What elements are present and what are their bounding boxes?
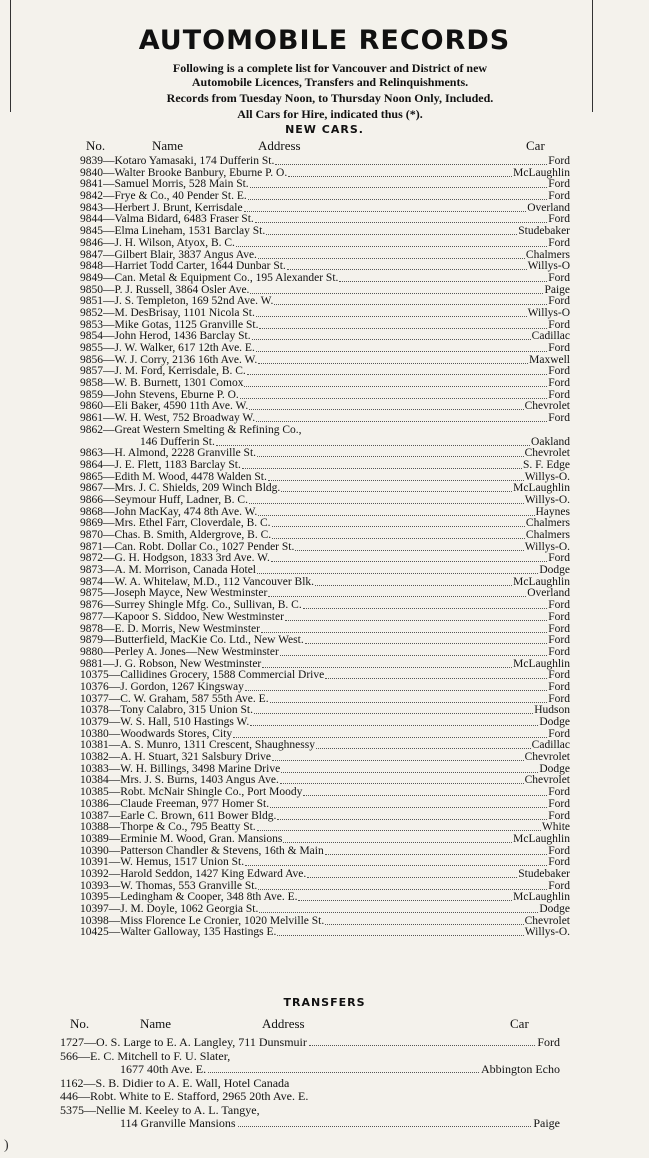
dot-leader: [256, 413, 547, 422]
entry-text: 9868—John MacKay, 474 8th Ave. W.: [80, 505, 258, 518]
transfers-column-header-name: Name: [140, 1016, 172, 1031]
car-make: McLaughlin: [513, 891, 570, 904]
car-make: Hudson: [534, 704, 570, 717]
dot-leader: [277, 811, 547, 820]
entry-text: 9848—Harriet Todd Carter, 1644 Dunbar St.: [80, 260, 286, 273]
entry-text: 10389—Erminie M. Wood, Gran. Mansions: [80, 832, 283, 845]
car-make: Cadillac: [531, 739, 570, 752]
entry-text: 10391—W. Hemus, 1517 Union St.: [80, 856, 245, 869]
entry-text: 9842—Frye & Co., 40 Pender St. E.: [80, 190, 247, 203]
entry-text: 5375—Nellie M. Keeley to A. L. Tangye,: [60, 1102, 260, 1117]
entry-text: 9854—John Herod, 1436 Barclay St.: [80, 330, 251, 343]
car-make: White: [541, 821, 570, 834]
entry-text: 10397—J. M. Doyle, 1062 Georgia St.: [80, 903, 259, 915]
car-make: Ford: [537, 1035, 560, 1049]
dot-leader: [339, 273, 547, 282]
page-title: AUTOMOBILE RECORDS: [138, 25, 511, 56]
new-car-entry: [80, 156, 570, 168]
transfers-heading: TRANSFERS: [283, 996, 366, 1009]
entry-text: 1727—O. S. Large to E. A. Langley, 711 Dunsmuir: [60, 1035, 307, 1049]
entry-text: 9846—J. H. Wilson, Atyox, B. C.: [80, 236, 235, 249]
entry-text: 9865—Edith M. Wood, 4478 Walden St.: [80, 470, 267, 483]
car-make: Ford: [548, 342, 570, 354]
new-car-entry: [80, 904, 570, 916]
dot-leader: [272, 518, 525, 527]
entry-text: 10388—Thorpe & Co., 795 Beatty St.: [80, 821, 256, 834]
dot-leader: [281, 483, 512, 492]
car-make: Abbington Echo: [481, 1062, 560, 1076]
dot-leader: [256, 308, 527, 317]
dot-leader: [232, 1050, 558, 1059]
dot-leader: [262, 1104, 558, 1113]
entry-text: 10377—C. W. Graham, 587 55th Ave. E.: [80, 692, 269, 705]
entry-text: 9867—Mrs. J. C. Shields, 209 Winch Bldg.: [80, 482, 281, 495]
entry-text: 9881—J. G. Robson, New Westminster: [80, 657, 262, 670]
car-make: Chalmers: [525, 248, 570, 261]
dot-leader: [250, 179, 548, 188]
column-header-no: No.: [86, 138, 106, 153]
entry-text: 9857—J. M. Ford, Kerrisdale, B. C.: [80, 365, 246, 378]
new-car-entry: [80, 834, 570, 846]
entry-text: 9860—Eli Baker, 4590 11th Ave. W.: [80, 400, 249, 413]
dot-leader: [283, 834, 512, 843]
entry-text: 9851—J. S. Templeton, 169 52nd Ave. W.: [80, 295, 274, 308]
entry-text: 10392—Harold Seddon, 1427 King Edward Ave.: [80, 867, 307, 880]
entry-text: 9873—A. M. Morrison, Canada Hotel: [80, 564, 256, 577]
car-make: McLaughlin: [513, 657, 570, 670]
dot-leader: [259, 320, 547, 329]
dot-leader: [242, 460, 522, 469]
car-make: Ford: [548, 377, 570, 390]
dot-leader: [236, 238, 547, 247]
new-cars-heading: NEW CARS.: [285, 123, 364, 136]
entry-text: 9869—Mrs. Ethel Farr, Cloverdale, B. C.: [80, 517, 271, 530]
car-make: Oakland: [531, 435, 570, 448]
dot-leader: [309, 1036, 535, 1046]
dot-leader: [247, 366, 547, 375]
car-make: Haynes: [535, 505, 570, 518]
entry-text: 9879—Butterfield, MacKie Co. Ltd., New West.: [80, 634, 304, 647]
entry-text: 9844—Valma Bidard, 6483 Fraser St.: [80, 213, 254, 226]
car-make: Overland: [527, 587, 570, 600]
car-make: Ford: [548, 365, 570, 378]
dot-leader: [257, 565, 538, 574]
dot-leader: [257, 448, 524, 457]
car-make: Ford: [548, 155, 570, 167]
dot-leader: [325, 846, 548, 855]
column-header-car: Car: [526, 138, 545, 153]
car-make: Ford: [548, 271, 570, 284]
entry-text: 9859—John Stevens, Eburne P. O.: [80, 388, 239, 401]
dot-leader: [258, 355, 528, 364]
car-make: Ford: [548, 295, 570, 308]
new-car-entry: [80, 378, 570, 390]
car-make: Ford: [548, 786, 570, 799]
entry-text: 9870—Chas. B. Smith, Aldergrove, B. C.: [80, 529, 272, 541]
entry-text: 10378—Tony Calabro, 315 Union St.: [80, 704, 253, 717]
entry-text: 9853—Mike Gotas, 1125 Granville St.: [80, 318, 259, 331]
new-car-entry: [80, 238, 570, 250]
entry-text: 9862—Great Western Smelting & Refining Co.,: [80, 423, 302, 436]
car-make: Ford: [548, 388, 570, 401]
dot-leader: [277, 927, 523, 936]
dot-leader: [268, 472, 524, 481]
dot-leader: [216, 437, 530, 446]
transfer-entry: [60, 1104, 560, 1118]
dot-leader: [250, 717, 538, 726]
car-make: Ford: [548, 809, 570, 822]
entry-text: 9863—H. Almond, 2228 Granville St.: [80, 447, 257, 460]
car-make: Willys-O.: [524, 926, 570, 939]
dot-leader: [272, 530, 525, 539]
dot-leader: [244, 203, 527, 212]
dot-leader: [244, 378, 547, 387]
car-make: Cadillac: [531, 330, 570, 343]
car-make: Willys-O: [527, 260, 570, 273]
entry-text: 9855—J. W. Walker, 617 12th Ave. E.: [80, 342, 255, 354]
transfer-entry: [60, 1077, 560, 1091]
new-car-entry: [80, 273, 570, 285]
dot-leader: [275, 156, 547, 165]
entry-text: 10395—Ledingham & Cooper, 348 8th Ave. E.: [80, 891, 298, 904]
car-make: Ford: [548, 645, 570, 658]
dot-leader: [307, 869, 517, 878]
dot-leader: [248, 191, 548, 200]
dot-leader: [305, 635, 548, 644]
car-make: Ford: [548, 599, 570, 612]
dot-leader: [249, 401, 523, 410]
new-car-entry: [80, 717, 570, 729]
car-make: Ford: [548, 610, 570, 623]
entry-text: 446—Robt. White to E. Stafford, 2965 20th Ave. E.: [60, 1089, 309, 1103]
dot-leader: [303, 425, 570, 433]
transfer-entry: [60, 1117, 560, 1131]
dot-leader: [310, 1090, 558, 1099]
dot-leader: [325, 916, 523, 925]
transfers-column-header-car: Car: [510, 1016, 529, 1031]
entry-text: 9861—W. H. West, 752 Broadway W.: [80, 412, 256, 425]
dot-leader: [238, 1117, 532, 1127]
new-car-entry: [80, 565, 570, 577]
car-make: Dodge: [539, 564, 570, 577]
new-car-entry: [80, 191, 570, 203]
car-make: Ford: [548, 692, 570, 705]
transfer-entry: [60, 1090, 560, 1104]
dot-leader: [271, 553, 547, 562]
dot-leader: [245, 857, 547, 866]
new-car-entry: [80, 869, 570, 881]
car-make: Chalmers: [525, 517, 570, 530]
entry-text: 10382—A. H. Stuart, 321 Salsbury Drive: [80, 751, 272, 764]
entry-text: 10383—W. H. Billings, 3498 Marine Drive: [80, 762, 281, 775]
new-car-entry: [80, 425, 570, 437]
car-make: McLaughlin: [513, 832, 570, 845]
dot-leader: [287, 261, 527, 270]
entry-text: 9840—Walter Brooke Banbury, Eburne P. O.: [80, 166, 288, 179]
dot-leader: [258, 881, 547, 890]
intro-line-4: All Cars for Hire, indicated thus (*).: [237, 107, 423, 121]
entry-text: 9874—W. A. Whitelaw, M.D., 112 Vancouver Blk.: [80, 575, 315, 588]
car-make: Ford: [548, 634, 570, 647]
car-make: Paige: [544, 283, 570, 296]
dot-leader: [233, 729, 547, 738]
dot-leader: [208, 1063, 479, 1073]
car-make: Ford: [548, 213, 570, 226]
car-make: Chevrolet: [524, 774, 570, 787]
car-make: McLaughlin: [513, 166, 570, 179]
dot-leader: [303, 600, 548, 609]
car-make: Chevrolet: [524, 447, 570, 460]
entry-text: 9872—G. H. Hodgson, 1833 3rd Ave. W.: [80, 552, 270, 565]
dot-leader: [280, 775, 524, 784]
transfer-entry: [60, 1050, 560, 1064]
dot-leader: [291, 1077, 558, 1086]
car-make: Ford: [548, 680, 570, 693]
new-car-entry: [80, 799, 570, 811]
new-car-entry: [80, 343, 570, 355]
new-cars-list: [80, 156, 570, 939]
car-make: Ford: [548, 236, 570, 249]
new-car-entry: [80, 495, 570, 507]
car-make: Ford: [548, 856, 570, 869]
dot-leader: [261, 624, 547, 633]
intro-line-3: Records from Tuesday Noon, to Thursday Noon Only, Included.: [166, 91, 494, 105]
entry-text: 10393—W. Thomas, 553 Granville St.: [80, 879, 258, 892]
dot-leader: [280, 647, 547, 656]
entry-text: 9849—Can. Metal & Equipment Co., 195 Alexander St.: [80, 271, 339, 284]
dot-leader: [285, 612, 547, 621]
entry-text: 9875—Joseph Mayce, New Westminster: [80, 587, 268, 600]
entry-text: 9878—E. D. Morris, New Westminster: [80, 622, 260, 635]
entry-text: 9845—Elma Lineham, 1531 Barclay St.: [80, 225, 266, 238]
column-header-name: Name: [152, 138, 184, 153]
dot-leader: [240, 390, 548, 399]
car-make: McLaughlin: [513, 575, 570, 588]
transfers-list: [60, 1036, 560, 1131]
dot-leader: [303, 787, 547, 796]
new-car-entry: [80, 460, 570, 472]
dot-leader: [274, 296, 547, 305]
car-make: Dodge: [539, 762, 570, 775]
new-car-entry: [80, 612, 570, 624]
dot-leader: [268, 588, 526, 597]
new-car-entry: [80, 682, 570, 694]
car-make: Willys-O.: [524, 470, 570, 483]
intro-line-2: Automobile Licences, Transfers and Relinquishments.: [191, 75, 469, 89]
intro-line-1: Following is a complete list for Vancouver and District of new: [172, 61, 488, 75]
entry-text: 10390—Patterson Chandler & Stevens, 16th & Main: [80, 844, 324, 857]
entry-text: 9864—J. E. Flett, 1183 Barclay St.: [80, 458, 241, 471]
margin-mark: ): [4, 1138, 9, 1153]
new-car-entry: [80, 927, 570, 939]
dot-leader: [258, 507, 534, 516]
entry-text: 10380—Woodwards Stores, City: [80, 727, 233, 740]
dot-leader: [272, 752, 524, 761]
entry-text: 9847—Gilbert Blair, 3837 Angus Ave.: [80, 248, 257, 261]
car-make: Ford: [548, 622, 570, 635]
dot-leader: [245, 682, 547, 691]
entry-text: 9841—Samuel Morris, 528 Main St.: [80, 178, 249, 191]
dot-leader: [316, 740, 531, 749]
entry-text: 9877—Kapoor S. Siddoo, New Westminster: [80, 610, 284, 623]
dot-leader: [258, 250, 525, 259]
car-make: Chevrolet: [524, 914, 570, 927]
entry-text: 9856—W. J. Corry, 2136 16th Ave. W.: [80, 353, 258, 366]
new-car-entry: [80, 530, 570, 542]
new-car-entry: [80, 308, 570, 320]
dot-leader: [295, 542, 523, 551]
dot-leader: [281, 764, 538, 773]
dot-leader: [254, 705, 533, 714]
car-make: Studebaker: [518, 225, 570, 238]
dot-leader: [259, 904, 538, 913]
dot-leader: [298, 892, 512, 901]
entry-text: 9843—Herbert J. Brunt, Kerrisdale: [80, 201, 243, 214]
transfers-column-header-address: Address: [262, 1016, 305, 1031]
car-make: Ford: [548, 552, 570, 565]
car-make: Ford: [548, 178, 570, 191]
entry-text: 9876—Surrey Shingle Mfg. Co., Sullivan, B. C.: [80, 599, 302, 612]
dot-leader: [270, 799, 547, 808]
entry-text: 10376—J. Gordon, 1267 Kingsway: [80, 680, 244, 693]
entry-text: 10375—Callidines Grocery, 1588 Commercial Drive: [80, 669, 325, 682]
car-make: Ford: [548, 190, 570, 203]
car-make: Ford: [548, 669, 570, 682]
car-make: Paige: [533, 1116, 560, 1130]
dot-leader: [270, 694, 548, 703]
transfer-entry: [60, 1063, 560, 1077]
entry-text: 9866—Seymour Huff, Ladner, B. C.: [80, 493, 248, 506]
entry-text: 1162—S. B. Didier to A. E. Wall, Hotel Canada: [60, 1075, 290, 1090]
column-rule-left: [10, 0, 11, 112]
dot-leader: [249, 495, 524, 504]
dot-leader: [266, 226, 517, 235]
entry-text: 10386—Claude Freeman, 977 Homer St.: [80, 797, 270, 810]
car-make: Ford: [548, 879, 570, 892]
entry-text: 10425—Walter Galloway, 135 Hastings E.: [80, 926, 277, 939]
car-make: Overland: [527, 201, 570, 214]
entry-text: 10387—Earle C. Brown, 611 Bower Bldg.: [80, 809, 277, 822]
car-make: McLaughlin: [513, 482, 570, 495]
car-make: Dodge: [539, 903, 570, 915]
car-make: Studebaker: [518, 867, 570, 880]
entry-text: 10379—W. S. Hall, 510 Hastings W.: [80, 716, 250, 728]
dot-leader: [288, 168, 512, 177]
entry-text: 9858—W. B. Burnett, 1301 Comox: [80, 377, 244, 390]
dot-leader: [315, 577, 512, 586]
entry-text: 9839—Kotaro Yamasaki, 174 Dufferin St.: [80, 155, 275, 167]
entry-text: 1677 40th Ave. E.: [120, 1062, 207, 1076]
entry-text: 9850—P. J. Russell, 3864 Osler Ave.: [80, 283, 250, 296]
new-car-entry: [80, 647, 570, 659]
car-make: Chevrolet: [524, 751, 570, 764]
column-rule-right: [592, 0, 593, 112]
car-make: Ford: [548, 797, 570, 810]
transfer-entry: [60, 1036, 560, 1050]
entry-text: 566—E. C. Mitchell to F. U. Slater,: [60, 1048, 231, 1063]
car-make: S. F. Edge: [523, 458, 570, 471]
new-car-entry: [80, 752, 570, 764]
car-make: Ford: [548, 318, 570, 331]
entry-text: 10381—A. S. Munro, 1311 Crescent, Shaughnessy: [80, 739, 315, 752]
entry-text: 10384—Mrs. J. S. Burns, 1403 Angus Ave.: [80, 774, 279, 787]
dot-leader: [256, 343, 547, 352]
car-make: Chevrolet: [524, 400, 570, 413]
entry-text: 9871—Can. Robt. Dollar Co., 1027 Pender St.: [80, 540, 295, 553]
car-make: Willys-O: [527, 306, 570, 319]
dot-leader: [262, 659, 512, 668]
transfers-column-header-no: No.: [70, 1016, 90, 1031]
car-make: Ford: [548, 844, 570, 857]
car-make: Ford: [548, 412, 570, 425]
column-header-address: Address: [258, 138, 301, 153]
dot-leader: [325, 670, 547, 679]
car-make: Dodge: [539, 716, 570, 728]
dot-leader: [250, 285, 543, 294]
dot-leader: [252, 331, 531, 340]
car-make: Chalmers: [525, 529, 570, 541]
entry-text: 146 Dufferin St.: [140, 435, 215, 448]
car-make: Maxwell: [529, 353, 570, 366]
entry-text: 9880—Perley A. Jones—New Westminster: [80, 645, 279, 658]
entry-text: 10398—Miss Florence Le Cronier, 1020 Melville St.: [80, 914, 325, 927]
dot-leader: [257, 822, 541, 831]
entry-text: 114 Granville Mansions: [120, 1116, 236, 1130]
car-make: Willys-O.: [524, 540, 570, 553]
entry-text: 10385—Robt. McNair Shingle Co., Port Moody: [80, 786, 303, 799]
dot-leader: [255, 214, 548, 223]
car-make: Willys-O.: [524, 493, 570, 506]
car-make: Ford: [548, 727, 570, 740]
entry-text: 9852—M. DesBrisay, 1101 Nicola St.: [80, 306, 255, 319]
